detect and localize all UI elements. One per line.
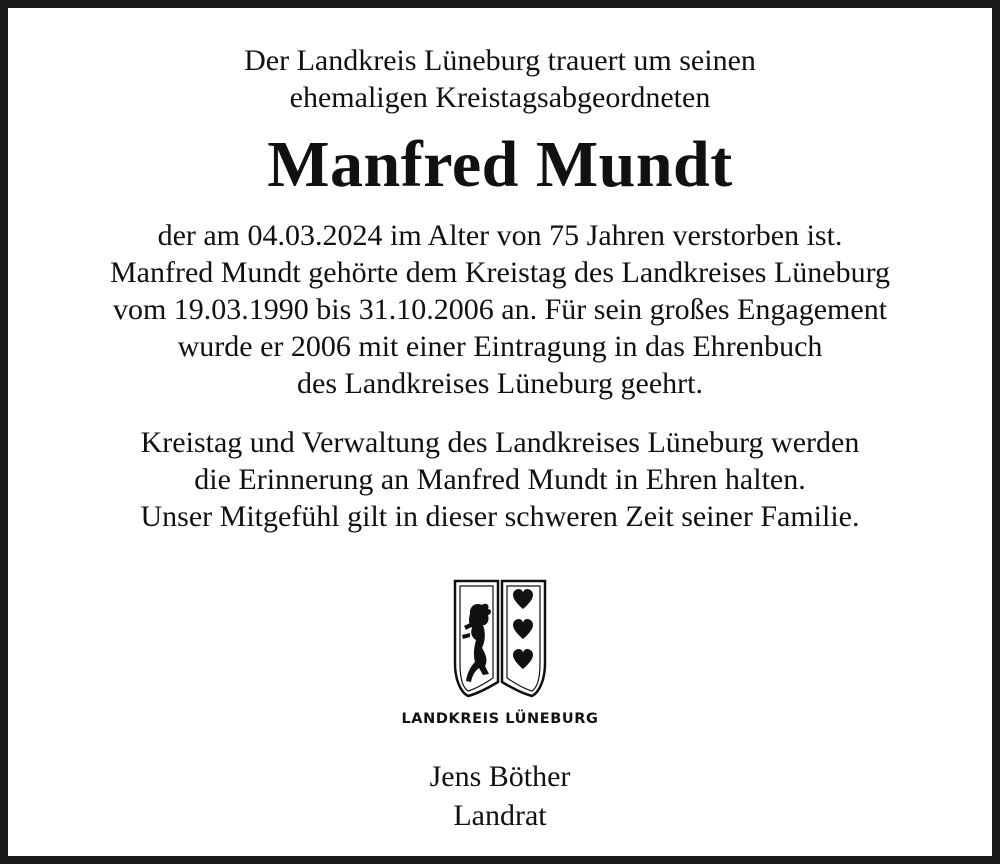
paragraph2-line-3: Unser Mitgefühl gilt in dieser schweren Zeit seiner Familie. — [140, 500, 860, 533]
paragraph1-line-2: Manfred Mundt gehörte dem Kreistag des Landkreises Lüneburg — [109, 256, 891, 289]
paragraph1-line-5: des Landkreises Lüneburg geehrt. — [297, 367, 703, 400]
organization-name: LANDKREIS LÜNEBURG — [401, 711, 599, 727]
intro-line-1: Der Landkreis Lüneburg trauert um seinen — [244, 44, 756, 77]
signatory-title: Landrat — [453, 799, 547, 832]
paragraph1-line-1: der am 04.03.2024 im Alter von 75 Jahren verstorben ist. — [157, 219, 843, 252]
coat-of-arms-icon — [452, 578, 548, 702]
deceased-name: Manfred Mundt — [267, 128, 733, 201]
paragraph1-line-4: wurde er 2006 mit einer Eintragung in das Ehrenbuch — [177, 330, 823, 363]
intro-line-2: ehemaligen Kreistagsabgeordneten — [289, 81, 711, 114]
signatory-name: Jens Böther — [429, 760, 571, 793]
paragraph1-line-3: vom 19.03.1990 bis 31.10.2006 an. Für sein großes Engagement — [112, 293, 888, 326]
paragraph2-line-2: die Erinnerung an Manfred Mundt in Ehren halten. — [194, 463, 806, 496]
paragraph2-line-1: Kreistag und Verwaltung des Landkreises Lüneburg werden — [140, 426, 860, 459]
